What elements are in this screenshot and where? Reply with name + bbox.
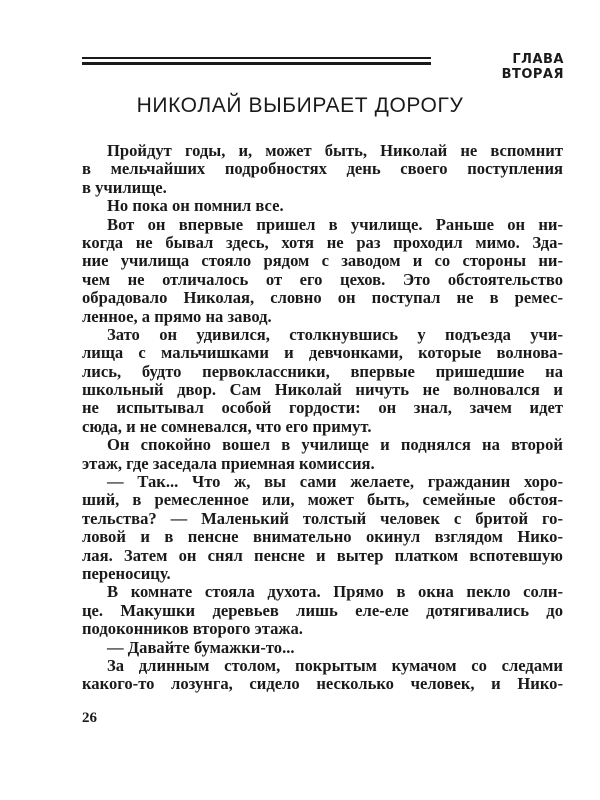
paragraph: [82, 657, 563, 694]
paragraph: [82, 197, 563, 215]
text-line: — Так... Что ж, вы сами желаете, гражданин хоро-: [107, 472, 563, 492]
chapter-title: НИКОЛАЙ ВЫБИРАЕТ ДОРОГУ: [136, 94, 464, 117]
page-number: 26: [82, 710, 97, 726]
text-line: когда не бывал здесь, хотя не раз проходил мимо. Зда-: [82, 232, 563, 252]
paragraph: [82, 142, 563, 197]
text-line: ние училища стояло рядом с заводом и со стороны ни-: [82, 251, 563, 271]
text-line: Но пока он помнил все.: [107, 196, 284, 216]
text-line: этаж, где заседала приемная комиссия.: [82, 453, 375, 473]
text-line: школьный двор. Сам Николай ничуть не волновался и: [82, 380, 563, 400]
text-line: В комнате стояла духота. Прямо в окна пекло солн-: [107, 582, 563, 602]
text-line: лая. Затем он снял пенсне и вытер платком вспотевшую: [82, 545, 563, 565]
text-line: чем не отличалось от его цехов. Это обстоятельство: [82, 269, 563, 289]
text-line: подоконников второго этажа.: [82, 619, 303, 639]
header-rule-thick: [82, 62, 431, 65]
header-rule-thin: [82, 57, 431, 59]
text-line: переносицу.: [82, 563, 171, 583]
text-line: ший, в ремесленное или, может быть, семейные обстоя-: [82, 490, 563, 510]
paragraph: [82, 473, 563, 583]
text-line: ловой и в пенсне внимательно окинул взглядом Нико-: [82, 527, 563, 547]
text-line: сюда, и не сомневался, что его примут.: [82, 416, 372, 436]
text-line: це. Макушки деревьев лишь еле-еле дотягивались до: [82, 600, 563, 620]
text-line: тельства? — Маленький толстый человек с бритой го-: [82, 508, 563, 528]
text-line: в мельчайших подробностях день своего поступления: [82, 159, 563, 179]
text-line: ленное, а прямо на завод.: [82, 306, 272, 326]
paragraph: [82, 436, 563, 473]
body-text: [82, 142, 563, 694]
paragraph: [82, 639, 563, 657]
paragraph: [82, 583, 563, 638]
paragraph: [82, 216, 563, 326]
text-line: Вот он впервые пришел в училище. Раньше он ни-: [107, 214, 563, 234]
text-line: — Давайте бумажки-то...: [107, 637, 295, 657]
text-line: Зато он удивился, столкнувшись у подъезда учи-: [107, 324, 563, 344]
text-line: За длинным столом, покрытым кумачом со следами: [107, 655, 563, 675]
paragraph: [82, 326, 563, 436]
running-header-chapter: ГЛАВА ВТОРАЯ: [501, 52, 564, 82]
text-line: не испытывал особой гордости: он знал, зачем идет: [82, 398, 563, 418]
text-line: обрадовало Николая, словно он поступал не в ремес-: [82, 288, 563, 308]
text-line: лища с мальчишками и девчонками, которые волнова-: [82, 343, 563, 363]
text-line: в училище.: [82, 177, 167, 197]
text-line: Пройдут годы, и, может быть, Николай не вспомнит: [107, 141, 563, 160]
text-line: лись, будто первоклассники, впервые пришедшие на: [82, 361, 563, 381]
text-line: Он спокойно вошел в училище и поднялся на второй: [107, 435, 563, 455]
text-line: какого-то лозунга, сидело несколько человек, и Нико-: [82, 674, 563, 694]
